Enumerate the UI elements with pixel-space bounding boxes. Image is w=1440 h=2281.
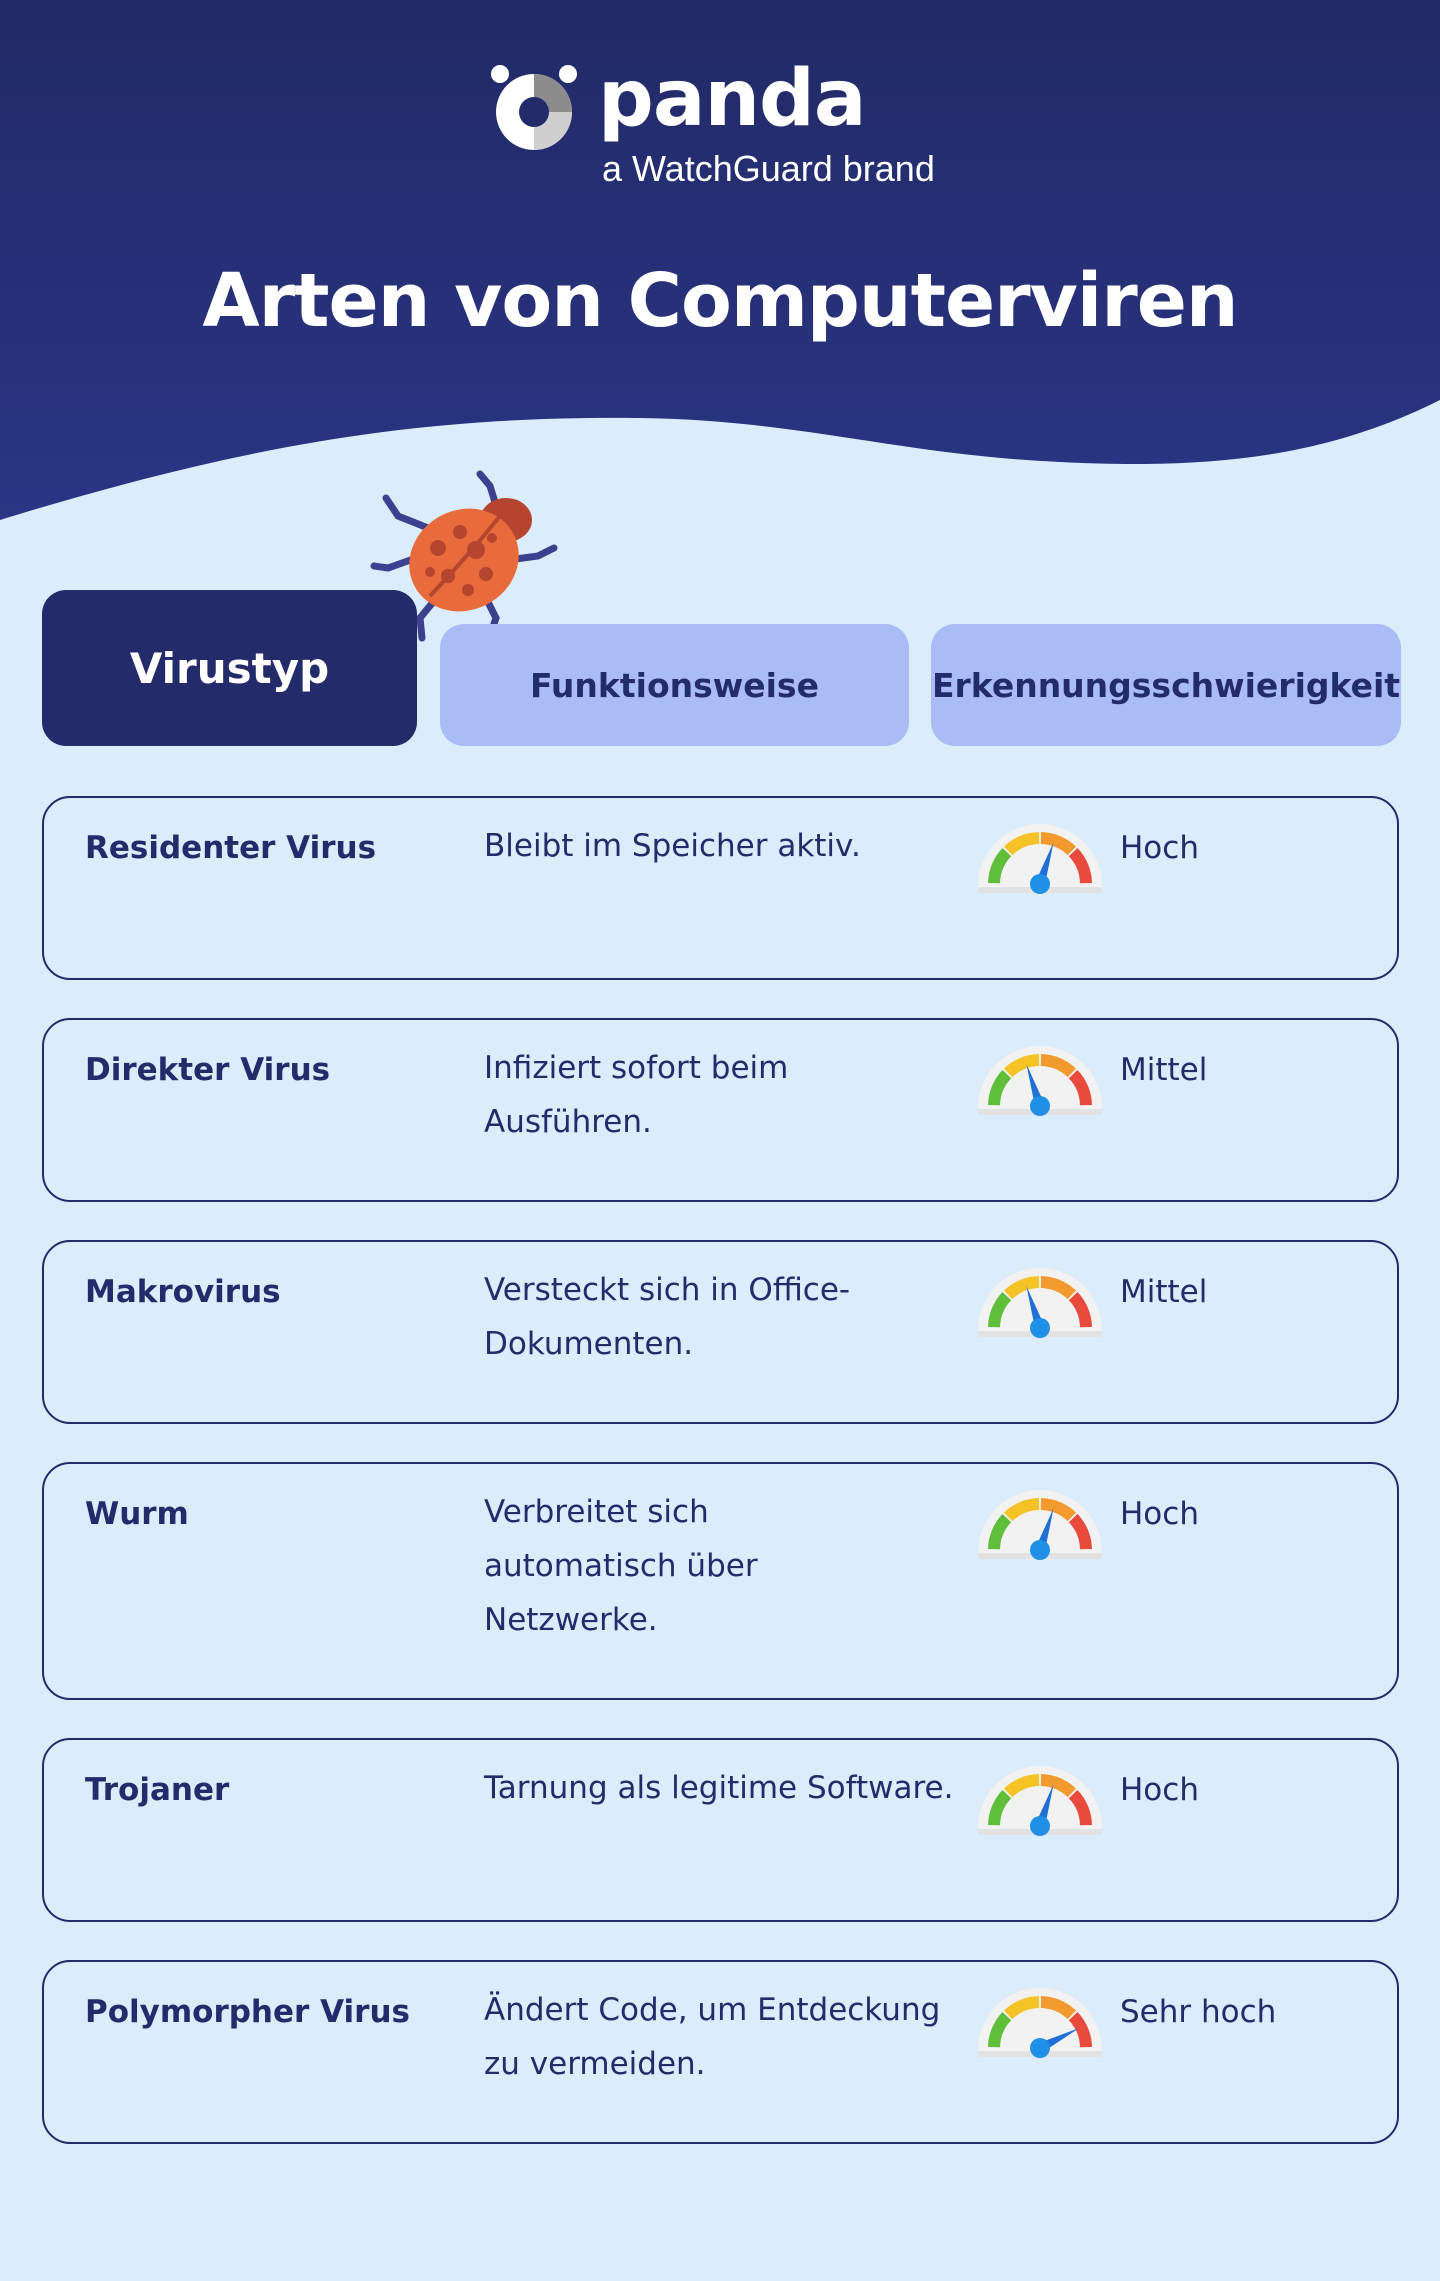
- virus-type: Residenter Virus: [85, 830, 377, 866]
- speedometer-gauge-icon: [974, 1480, 1106, 1560]
- difficulty-level: Hoch: [1120, 1772, 1199, 1808]
- difficulty-level: Hoch: [1120, 830, 1199, 866]
- speedometer-gauge-icon: [974, 1978, 1106, 2058]
- virus-row: [42, 796, 1399, 980]
- column-header-virustyp: Virustyp: [42, 590, 417, 746]
- difficulty-level: Sehr hoch: [1120, 1994, 1277, 2030]
- difficulty-level: Hoch: [1120, 1496, 1199, 1532]
- column-header-funktionsweise: Funktionsweise: [440, 624, 909, 746]
- virus-type: Wurm: [85, 1496, 189, 1532]
- virus-description: Bleibt im Speicher aktiv.: [484, 828, 861, 864]
- virus-description: Versteckt sich in Office-Dokumenten.: [484, 1272, 851, 1362]
- virus-description: Tarnung als legitime Software.: [484, 1770, 954, 1806]
- virus-row: [42, 1240, 1399, 1424]
- difficulty-level: Mittel: [1120, 1274, 1208, 1310]
- header-banner: [0, 0, 1440, 530]
- virus-type: Polymorpher Virus: [85, 1994, 410, 2030]
- speedometer-gauge-icon: [974, 1756, 1106, 1836]
- page-title: Arten von Computerviren: [202, 258, 1238, 344]
- panda-logo-icon: [490, 62, 578, 150]
- column-header-erkennungsschwierigkeit: Erkennungsschwierigkeit: [931, 624, 1401, 746]
- virus-type: Makrovirus: [85, 1274, 281, 1310]
- virus-description: Verbreitet sich automatisch über Netzwerke.: [484, 1494, 758, 1638]
- panda-logo: [490, 54, 960, 202]
- virus-description: Ändert Code, um Entdeckung zu vermeiden.: [484, 1992, 941, 2082]
- speedometer-gauge-icon: [974, 1258, 1106, 1338]
- difficulty-level: Mittel: [1120, 1052, 1208, 1088]
- virus-description: Infiziert sofort beim Ausführen.: [484, 1050, 789, 1140]
- virus-row: [42, 1738, 1399, 1922]
- speedometer-gauge-icon: [974, 814, 1106, 894]
- virus-row: [42, 1018, 1399, 1202]
- virus-type: Direkter Virus: [85, 1052, 331, 1088]
- logo-tagline: a WatchGuard brand: [602, 148, 935, 189]
- virus-row: [42, 1960, 1399, 2144]
- virus-type: Trojaner: [85, 1772, 230, 1808]
- logo-wordmark: panda: [598, 54, 866, 144]
- speedometer-gauge-icon: [974, 1036, 1106, 1116]
- virus-row: [42, 1462, 1399, 1700]
